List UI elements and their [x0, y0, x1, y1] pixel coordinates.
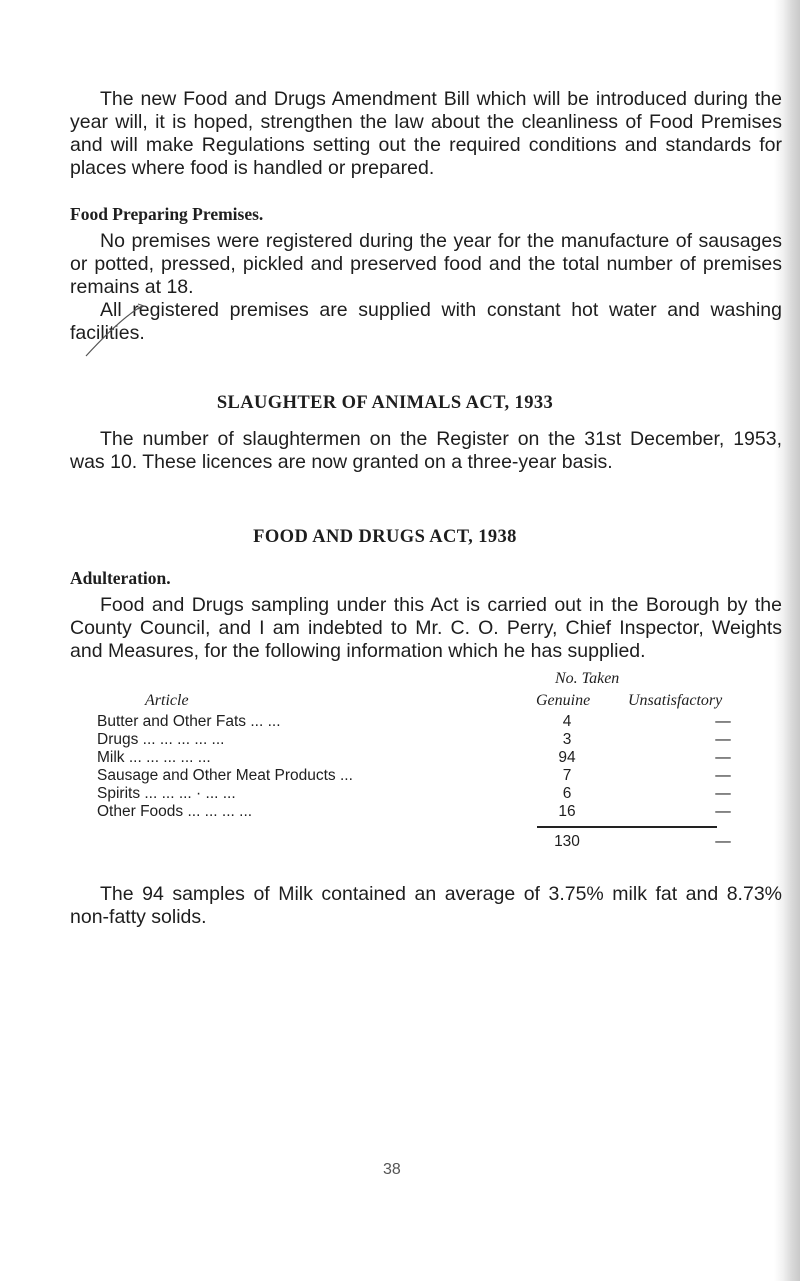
table-row	[97, 767, 787, 785]
genuine-cell: 7	[562, 767, 572, 784]
unsatisfactory-cell: —	[715, 767, 731, 784]
article-cell: Butter and Other Fats ... ...	[97, 713, 281, 730]
genuine-cell: 6	[562, 785, 572, 802]
table-row	[97, 731, 787, 749]
total-unsatisfactory: —	[715, 833, 731, 850]
article-cell: Other Foods ... ... ... ...	[97, 803, 253, 820]
unsatisfactory-cell: —	[715, 785, 731, 802]
article-cell: Spirits ... ... ... · ... ...	[97, 785, 236, 802]
genuine-column-header: Genuine	[536, 692, 591, 709]
article-cell: Milk ... ... ... ... ...	[97, 749, 211, 766]
article-cell: Sausage and Other Meat Products ...	[97, 767, 353, 784]
no-taken-header: No. Taken	[555, 670, 620, 687]
unsatisfactory-cell: —	[715, 713, 731, 730]
table-row	[97, 749, 787, 767]
page-number: 38	[383, 1161, 401, 1178]
article-column-header: Article	[145, 692, 189, 709]
intro-paragraph: The new Food and Drugs Amendment Bill which will be introduced during the year will, it is hoped, strengthen the law about the cleanliness of Food Premises and will make Regulations setting out the required conditions and standards for places where food is handled or prepared.	[70, 88, 782, 179]
unsatisfactory-cell: —	[715, 731, 731, 748]
slaughter-act-heading: SLAUGHTER OF ANIMALS ACT, 1933	[216, 393, 554, 413]
table-row	[97, 713, 787, 731]
genuine-cell: 16	[558, 803, 576, 820]
table-row	[97, 785, 787, 803]
unsatisfactory-cell: —	[715, 803, 731, 820]
milk-paragraph: The 94 samples of Milk contained an average of 3.75% milk fat and 8.73% non-fatty solids.	[70, 883, 782, 928]
genuine-cell: 3	[562, 731, 572, 748]
pencil-mark	[80, 300, 150, 360]
total-genuine: 130	[554, 833, 580, 850]
food-drugs-act-heading: FOOD AND DRUGS ACT, 1938	[253, 527, 517, 547]
total-rule	[537, 826, 717, 828]
genuine-cell: 94	[558, 749, 576, 766]
adulteration-subheading: Adulteration.	[70, 568, 171, 588]
table-row	[97, 803, 787, 821]
adulteration-paragraph: Food and Drugs sampling under this Act is carried out in the Borough by the County Council, and I am indebted to Mr. C. O. Perry, Chief Inspector, Weights and Measures, for the following information which he has supplied.	[70, 594, 782, 662]
slaughter-paragraph: The number of slaughtermen on the Register on the 31st December, 1953, was 10. These licences are now granted on a three-year basis.	[70, 428, 782, 473]
food-preparing-paragraph-1: No premises were registered during the year for the manufacture of sausages or potted, pressed, pickled and preserved food and the total number of premises remains at 18.	[70, 230, 782, 298]
food-preparing-heading: Food Preparing Premises.	[70, 204, 264, 224]
article-cell: Drugs ... ... ... ... ...	[97, 731, 225, 748]
genuine-cell: 4	[562, 713, 572, 730]
food-preparing-paragraph-2: All registered premises are supplied with constant hot water and washing facilities.	[70, 299, 782, 344]
unsatisfactory-cell: —	[715, 749, 731, 766]
unsatisfactory-column-header: Unsatisfactory	[628, 692, 723, 709]
